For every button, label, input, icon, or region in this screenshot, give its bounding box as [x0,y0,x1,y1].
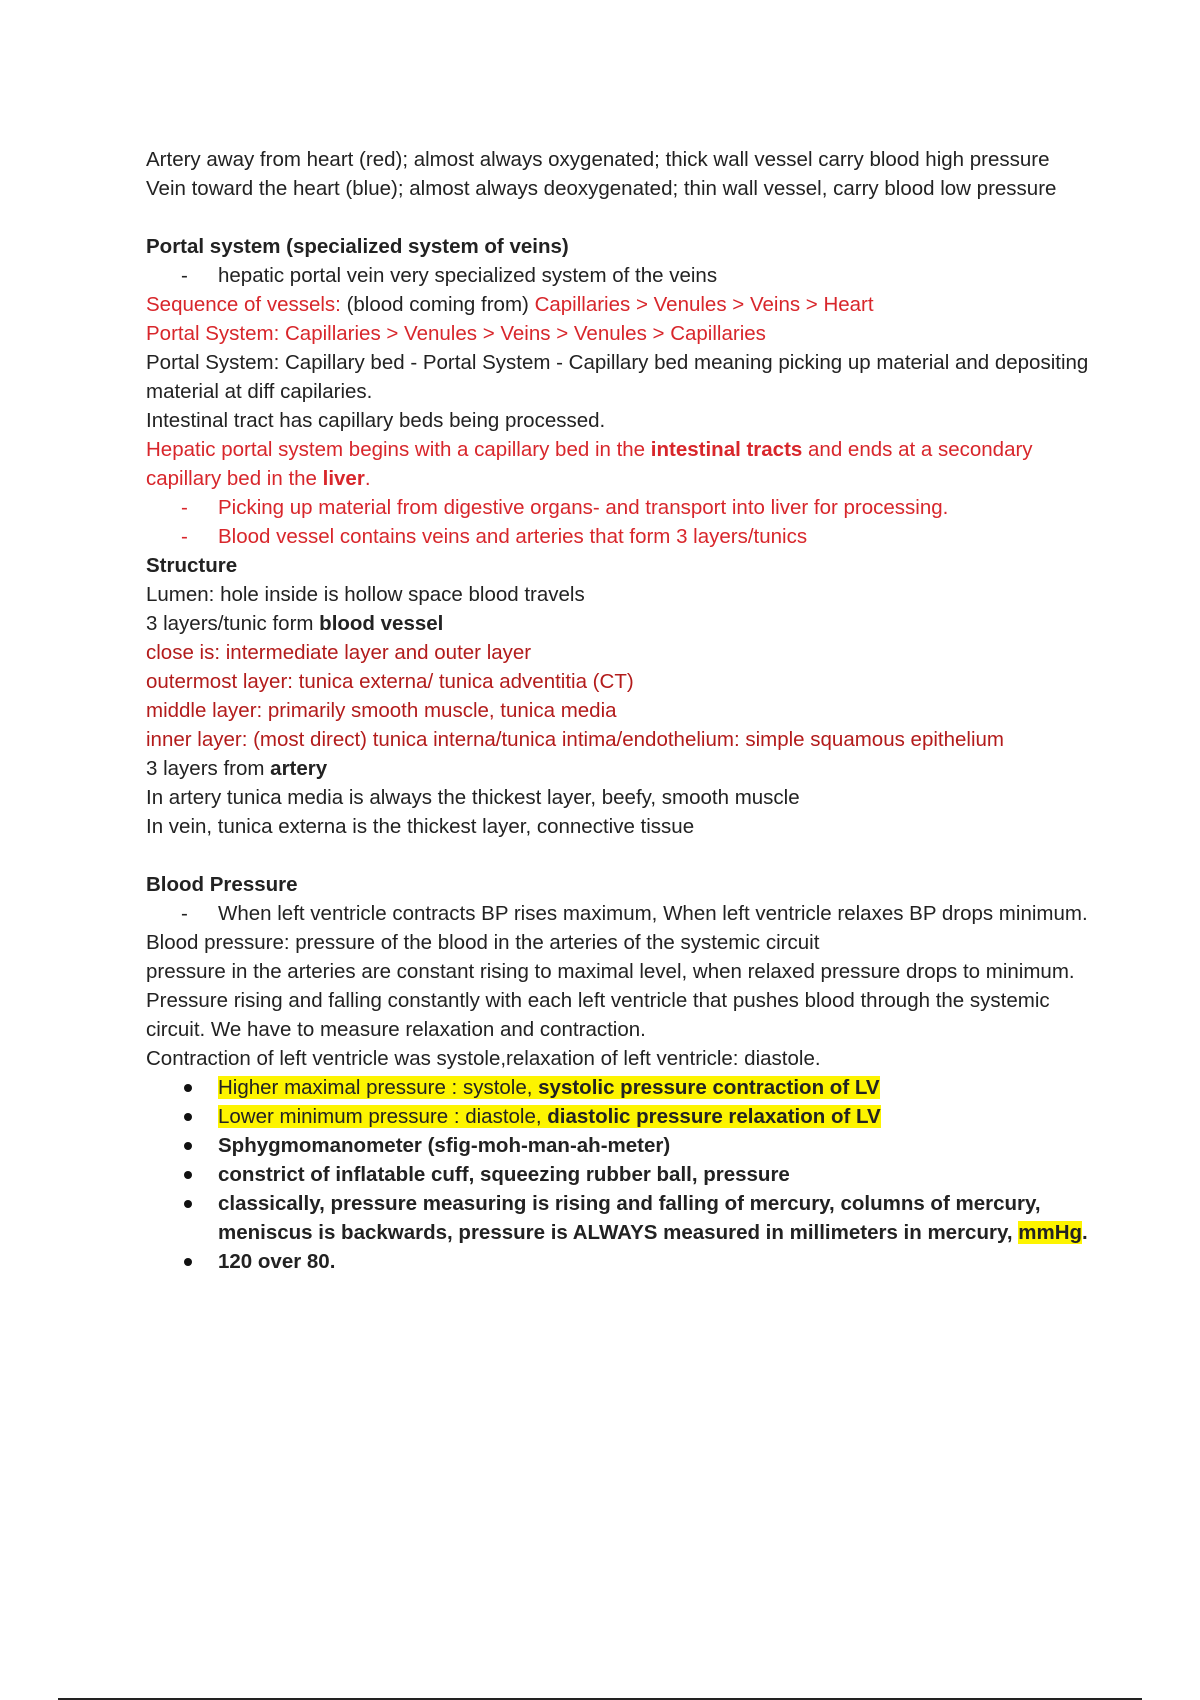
bp-bullet-list [146,1073,1096,1276]
hepatic-bold-intestinal: intestinal tracts [650,438,803,461]
systole-bold: systolic pressure contraction of LV [538,1076,880,1099]
inner-layer-text: inner layer: (most direct) tunica interna/tunica intima/endothelium: simple squamous epithelium [146,728,1004,751]
hepatic-part: . [364,467,371,490]
list-item-text: Blood vessel contains veins and arteries that form 3 layers/tunics [218,525,808,548]
list-item-text: When left ventricle contracts BP rises maximum, When left ventricle relaxes BP drops minimum. [218,902,1088,925]
portal-dash-list [146,261,1096,290]
layers-part: 3 layers/tunic form [146,612,320,635]
list-item [146,261,1096,290]
list-item [146,1073,1096,1102]
spacer [146,841,1096,870]
sequence-label: Sequence of vessels: [146,293,341,316]
diastole-text: Lower minimum pressure : diastole, [218,1105,548,1128]
notes-page [146,145,1096,1276]
mmhg-highlight: mmHg [1018,1221,1083,1244]
hepatic-part: Hepatic portal system begins with a capillary bed in the [146,438,651,461]
layers-bold: blood vessel [319,612,444,635]
artery-definition: Artery away from heart (red); almost always oxygenated; thick wall vessel carry blood high pressure [146,148,1050,171]
bp-heading: Blood Pressure [146,873,298,896]
close-text: close is: intermediate layer and outer layer [146,641,532,664]
dash-marker: - [181,525,188,548]
list-item [146,1131,1096,1160]
list-item-text: Sphygmomanometer (sfig-moh-man-ah-meter) [218,1134,671,1157]
middle-layer-text: middle layer: primarily smooth muscle, tunica media [146,699,617,722]
artery-media-text: In artery tunica media is always the thickest layer, beefy, smooth muscle [146,786,800,809]
systole-text: Higher maximal pressure : systole, [218,1076,539,1099]
list-item-text: constrict of inflatable cuff, squeezing rubber ball, pressure [218,1163,790,1186]
outer-layer-text: outermost layer: tunica externa/ tunica adventitia (CT) [146,670,634,693]
lumen-text: Lumen: hole inside is hollow space blood travels [146,583,585,606]
list-item [146,899,1096,928]
structure-heading: Structure [146,554,238,577]
bp-definition: Blood pressure: pressure of the blood in the arteries of the systemic circuit [146,931,820,954]
list-item [146,1102,1096,1131]
hepatic-bold-liver: liver [322,467,365,490]
list-item [146,1247,1096,1276]
artery-layers-text [146,754,1096,783]
portal-path: Portal System: Capillaries > Venules > Veins > Venules > Capillaries [146,322,766,345]
bullet-marker [184,1113,192,1121]
list-item [146,493,1096,522]
list-item-text: . [1082,1221,1088,1244]
dash-marker: - [181,496,188,519]
dash-marker: - [181,902,188,925]
capillary-bed-text: Portal System: Capillary bed - Portal System - Capillary bed meaning picking up material and depositing material at diff capilaries. [146,351,1089,403]
list-item-text: hepatic portal vein very specialized system of the veins [218,264,718,287]
spacer [146,203,1096,232]
hepatic-text [146,435,1096,493]
vein-externa-text: In vein, tunica externa is the thickest layer, connective tissue [146,815,695,838]
bullet-marker [184,1171,192,1179]
list-item-text: classically, pressure measuring is rising and falling of mercury, columns of mercury, meniscus is backwards, pressure is ALWAYS measured in millimeters in mercury, [218,1192,1041,1244]
bp-dash-list [146,899,1096,928]
highlight-diastole [218,1105,881,1128]
portal-red-list [146,493,1096,551]
sequence-line [146,290,1096,319]
dash-marker: - [181,264,188,287]
sequence-middle: (blood coming from) [340,293,535,316]
list-item [146,1160,1096,1189]
artery-layers-bold: artery [270,757,328,780]
bullet-marker [184,1258,192,1266]
layers-text [146,609,1096,638]
artery-layers-part: 3 layers from [146,757,271,780]
intestinal-text: Intestinal tract has capillary beds being processed. [146,409,606,432]
sequence-path: Capillaries > Venules > Veins > Heart [534,293,874,316]
contraction-text: Contraction of left ventricle was systole,relaxation of left ventricle: diastole. [146,1047,821,1070]
bullet-marker [184,1084,192,1092]
list-item [146,522,1096,551]
list-item [146,1189,1096,1247]
vein-definition: Vein toward the heart (blue); almost always deoxygenated; thin wall vessel, carry blood low pressure [146,177,1057,200]
diastole-bold: diastolic pressure relaxation of LV [547,1105,881,1128]
bullet-marker [184,1142,192,1150]
portal-heading: Portal system (specialized system of veins) [146,235,569,258]
bp-paragraph: pressure in the arteries are constant rising to maximal level, when relaxed pressure drops to minimum. Pressure rising and falling constantly with each left ventricle that pushes blood through the systemic circuit. We have to measure relaxation and contraction. [146,960,1075,1041]
hepatic-part: and ends at a secondary capillary bed in the [146,438,1033,490]
list-item-text: Picking up material from digestive organs- and transport into liver for processing. [218,496,949,519]
bullet-marker [184,1200,192,1208]
list-item-text: 120 over 80. [218,1250,336,1273]
highlight-systole [218,1076,880,1099]
